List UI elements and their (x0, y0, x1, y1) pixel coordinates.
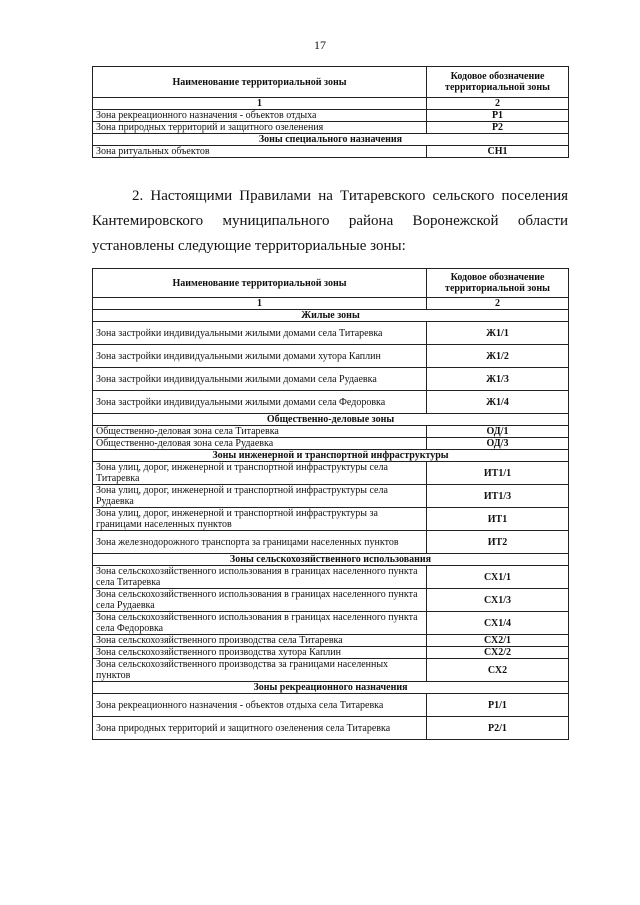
zone-name-cell: Зона рекреационного назначения - объектов отдыха села Титаревка (93, 694, 427, 717)
zone-name-cell: Общественно-деловая зона села Титаревка (93, 426, 427, 438)
column-number: 1 (93, 98, 427, 110)
table-row (93, 485, 569, 508)
table-row (93, 426, 569, 438)
table-row (93, 345, 569, 368)
zone-name-cell: Зона застройки индивидуальными жилыми домами села Федоровка (93, 391, 427, 414)
table-row (93, 635, 569, 647)
zone-name-cell: Зона железнодорожного транспорта за границами населенных пунктов (93, 531, 427, 554)
zone-name-cell: Зона застройки индивидуальными жилыми домами села Титаревка (93, 322, 427, 345)
table-row (93, 659, 569, 682)
section-header-row (93, 450, 569, 462)
zone-code-cell: ИТ1/1 (427, 462, 569, 485)
zone-code-cell: Р1 (427, 110, 569, 122)
zone-name-cell: Зона улиц, дорог, инженерной и транспортной инфраструктуры села Рудаевка (93, 485, 427, 508)
table-row (93, 612, 569, 635)
zone-name-cell: Зона сельскохозяйственного производства села Титаревка (93, 635, 427, 647)
column-number: 1 (93, 298, 427, 310)
table-row (93, 694, 569, 717)
zone-name-cell: Зона природных территорий и защитного озеленения села Титаревка (93, 717, 427, 740)
header-zone-name: Наименование территориальной зоны (93, 269, 427, 298)
table-row (93, 566, 569, 589)
zones-table-2 (92, 268, 569, 740)
zone-code-cell: СХ2 (427, 659, 569, 682)
zone-name-cell: Зона сельскохозяйственного производства за границами населенных пунктов (93, 659, 427, 682)
section-header-row (93, 310, 569, 322)
column-number: 2 (427, 298, 569, 310)
table-row (93, 110, 569, 122)
zone-code-cell: СХ2/2 (427, 647, 569, 659)
zone-name-cell: Зона сельскохозяйственного использования в границах населенного пункта села Рудаевка (93, 589, 427, 612)
section-title: Зоны специального назначения (93, 134, 569, 146)
zone-name-cell: Зона улиц, дорог, инженерной и транспортной инфраструктуры за границами населенных пунктов (93, 508, 427, 531)
zone-code-cell: Ж1/2 (427, 345, 569, 368)
table-row (93, 122, 569, 134)
table-row (93, 322, 569, 345)
zone-code-cell: Ж1/3 (427, 368, 569, 391)
table-row (93, 647, 569, 659)
zone-code-cell: ОД/3 (427, 438, 569, 450)
zone-name-cell: Зона застройки индивидуальными жилыми домами хутора Каплин (93, 345, 427, 368)
column-number: 2 (427, 98, 569, 110)
zone-code-cell: СХ2/1 (427, 635, 569, 647)
zone-code-cell: СХ1/4 (427, 612, 569, 635)
header-zone-code: Кодовое обозначение территориальной зоны (427, 67, 569, 98)
section-title: Жилые зоны (93, 310, 569, 322)
table-row (93, 391, 569, 414)
zone-code-cell: Ж1/1 (427, 322, 569, 345)
zone-name-cell: Зона сельскохозяйственного использования в границах населенного пункта села Титаревка (93, 566, 427, 589)
table-row (93, 438, 569, 450)
header-zone-name: Наименование территориальной зоны (93, 67, 427, 98)
zone-code-cell: Р2 (427, 122, 569, 134)
table-header-row (93, 67, 569, 98)
section-title: Зоны сельскохозяйственного использования (93, 554, 569, 566)
column-number-row (93, 298, 569, 310)
table-row (93, 146, 569, 158)
page-number: 17 (314, 38, 326, 52)
zone-code-cell: СН1 (427, 146, 569, 158)
section-header-row (93, 554, 569, 566)
zone-code-cell: Р1/1 (427, 694, 569, 717)
zone-name-cell: Общественно-деловая зона села Рудаевка (93, 438, 427, 450)
section-header-row (93, 414, 569, 426)
table-header-row (93, 269, 569, 298)
zone-code-cell: Р2/1 (427, 717, 569, 740)
zone-code-cell: Ж1/4 (427, 391, 569, 414)
table-row (93, 531, 569, 554)
section-header-row (93, 682, 569, 694)
zone-code-cell: СХ1/1 (427, 566, 569, 589)
table-row (93, 717, 569, 740)
table-row (93, 508, 569, 531)
zones-table-1 (92, 66, 569, 158)
zone-code-cell: ИТ1/3 (427, 485, 569, 508)
table-row (93, 462, 569, 485)
zone-name-cell: Зона застройки индивидуальными жилыми домами села Рудаевка (93, 368, 427, 391)
zone-code-cell: ИТ2 (427, 531, 569, 554)
section-title: Зоны инженерной и транспортной инфраструктуры (93, 450, 569, 462)
section-header-row (93, 134, 569, 146)
section-title: Зоны рекреационного назначения (93, 682, 569, 694)
paragraph-zones-intro (92, 184, 568, 259)
zone-code-cell: ИТ1 (427, 508, 569, 531)
zone-name-cell: Зона улиц, дорог, инженерной и транспортной инфраструктуры села Титаревка (93, 462, 427, 485)
paragraph-text: 2. Настоящими Правилами на Титаревского сельского поселения Кантемировского муниципального района Воронежской области установлены следующие территориальные зоны: (92, 188, 568, 254)
zone-name-cell: Зона сельскохозяйственного использования в границах населенного пункта села Федоровка (93, 612, 427, 635)
zone-code-cell: ОД/1 (427, 426, 569, 438)
zone-name-cell: Зона сельскохозяйственного производства хутора Каплин (93, 647, 427, 659)
table-row (93, 589, 569, 612)
zone-code-cell: СХ1/3 (427, 589, 569, 612)
zone-name-cell: Зона ритуальных объектов (93, 146, 427, 158)
header-zone-code: Кодовое обозначение территориальной зоны (427, 269, 569, 298)
zone-name-cell: Зона рекреационного назначения - объектов отдыха (93, 110, 427, 122)
column-number-row (93, 98, 569, 110)
zone-name-cell: Зона природных территорий и защитного озеленения (93, 122, 427, 134)
section-title: Общественно-деловые зоны (93, 414, 569, 426)
table-row (93, 368, 569, 391)
